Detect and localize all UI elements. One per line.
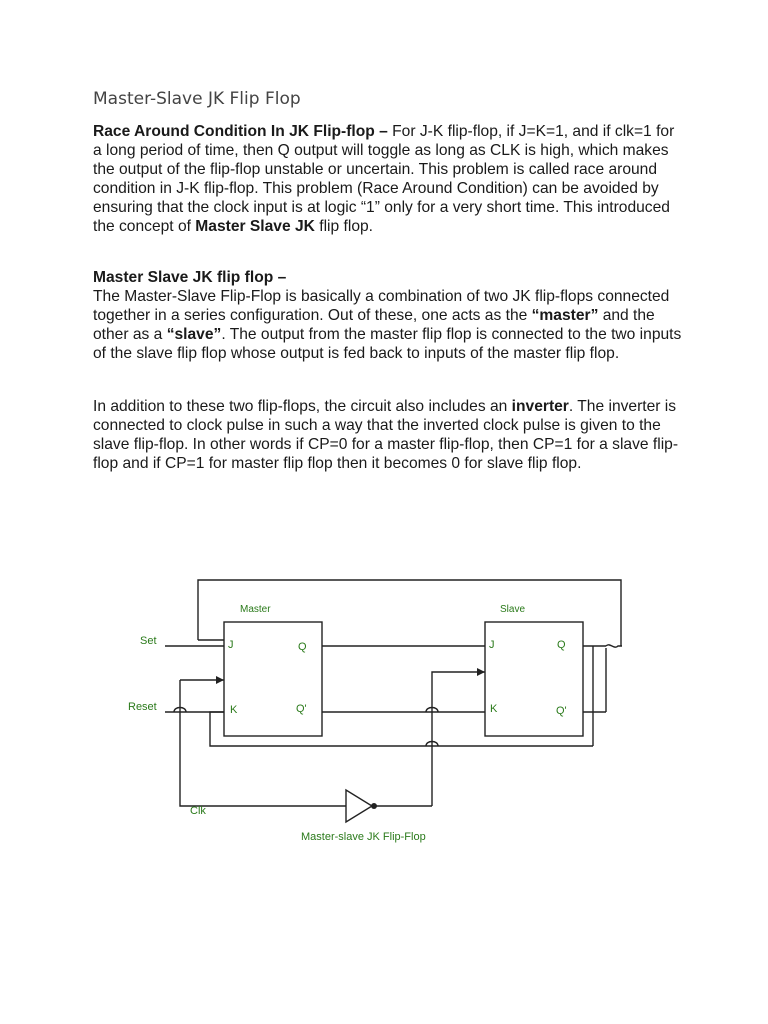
- slave-k-label: K: [490, 703, 498, 715]
- slave-q-label: Q: [557, 639, 566, 651]
- clock-wire: [180, 680, 346, 806]
- master-label: Master: [240, 604, 271, 615]
- slave-j-label: J: [489, 639, 495, 651]
- slave-flipflop-box: [485, 622, 583, 736]
- paragraph-race-around: [93, 122, 683, 236]
- feedback-qbar-wire: [210, 712, 593, 746]
- document-title: Master-Slave JK Flip Flop: [93, 89, 301, 109]
- set-label: Set: [140, 635, 157, 647]
- race-around-heading: Race Around Condition In JK Flip-flop –: [93, 123, 388, 140]
- slave-label: Slave: [500, 604, 526, 615]
- slave-clock-wire: [432, 672, 485, 806]
- master-slave-text-a: The Master-Slave Flip-Flop is basically a combination of two JK flip-flops connected together in a series configuration. Out of these, one acts as the: [93, 288, 670, 324]
- inverter-text-a: In addition to these two flip-flops, the circuit also includes an: [93, 398, 512, 415]
- race-around-tail: flip flop.: [314, 218, 373, 235]
- diagram-caption: Master-slave JK Flip-Flop: [301, 831, 426, 843]
- clk-label: Clk: [190, 805, 206, 817]
- inverter-bubble: [371, 803, 377, 809]
- master-slave-text-b: and the other as a: [93, 307, 655, 343]
- master-slave-jk-diagram: [0, 560, 768, 860]
- inverter-text-b: . The inverter is connected to clock pulse in such a way that the inverted clock pulse is given to the slave flip-flop. In other words if CP=0 for a master flip-flop, then CP=1 for a slave flip-flop and if CP=1 for master flip flop then it becomes 0 for slave flip flop.: [93, 398, 679, 472]
- reset-label: Reset: [128, 701, 157, 713]
- master-q-label: Q: [298, 641, 307, 653]
- inverter-gate: [346, 790, 372, 822]
- slave-bold: “slave”: [166, 326, 222, 343]
- paragraph-master-slave: [93, 268, 683, 363]
- master-flipflop-box: [224, 622, 322, 736]
- master-qbar-label: Q': [296, 703, 307, 715]
- inverter-bold: inverter: [511, 398, 569, 415]
- master-slave-jk-bold: Master Slave JK: [195, 218, 315, 235]
- master-k-label: K: [230, 704, 238, 716]
- master-bold: “master”: [531, 307, 599, 324]
- slave-qbar-label: Q': [556, 705, 567, 717]
- paragraph-inverter: [93, 397, 683, 473]
- master-j-label: J: [228, 639, 234, 651]
- master-slave-text-c: . The output from the master flip flop is connected to the two inputs of the slave flip flop whose output is fed back to inputs of the master flip flop.: [93, 326, 682, 362]
- race-around-text: For J-K flip-flop, if J=K=1, and if clk=1 for a long period of time, then Q output will toggle as long as CLK is high, which makes the output of the flip-flop unstable or uncertain. This problem is called race around condition in J-K flip-flop. This problem (Race Around Condition) can be avoided by ensuring that the clock input is at logic “1” only for a very short time. This introduced the concept of: [93, 123, 675, 235]
- master-slave-heading: Master Slave JK flip flop –: [93, 269, 287, 286]
